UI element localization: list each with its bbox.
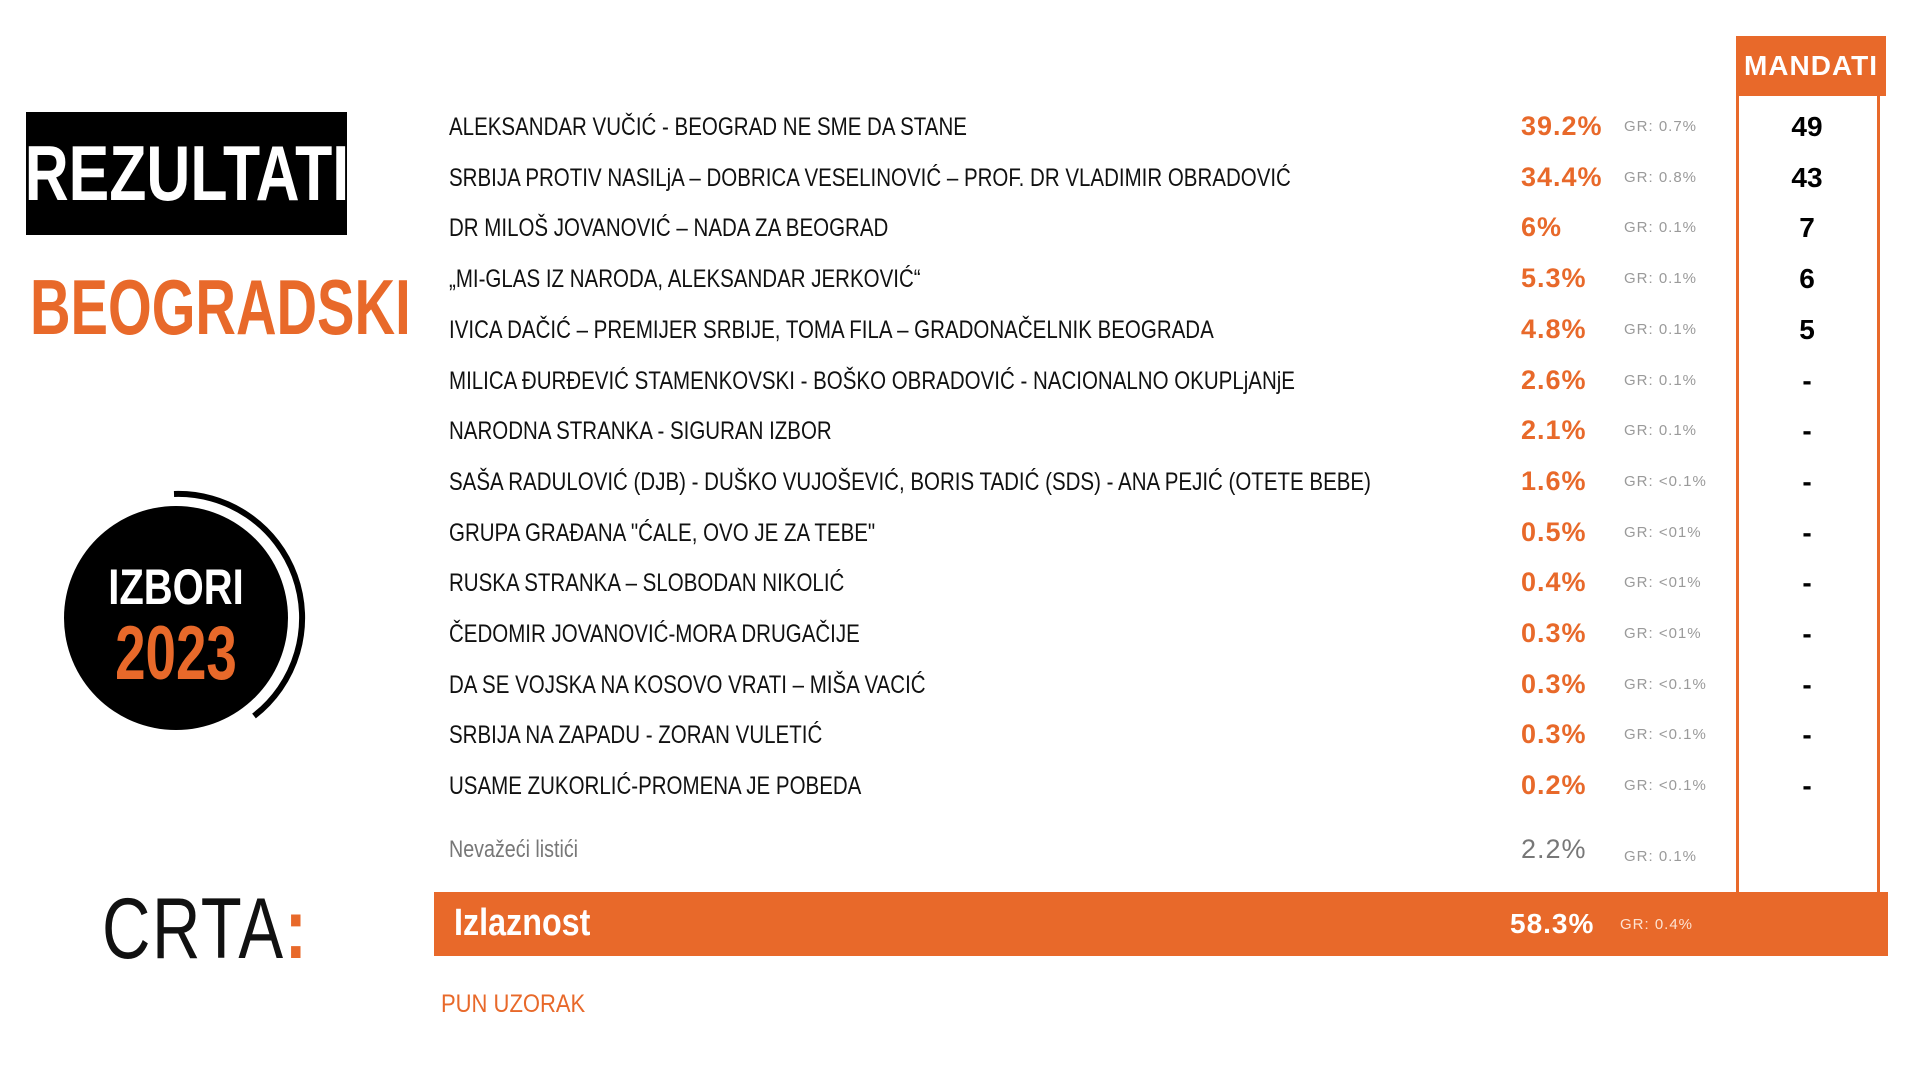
margin-of-error: GR: <0.1% <box>1624 472 1707 490</box>
margin-of-error: GR: <0.1% <box>1624 777 1707 795</box>
vote-pct: 2.1% <box>1521 415 1587 446</box>
vote-pct: 2.6% <box>1521 364 1587 395</box>
vote-pct: 0.2% <box>1521 770 1587 801</box>
badge-line1: IZBORI <box>108 559 244 615</box>
seats: - <box>1802 415 1812 447</box>
turnout-pct: 58.3% <box>1510 908 1595 939</box>
party-name: SRBIJA PROTIV NASILjA – DOBRICA VESELINOVIĆ – PROF. DR VLADIMIR OBRADOVIĆ <box>449 163 1291 192</box>
party-name: „MI-GLAS IZ NARODA, ALEKSANDAR JERKOVIĆ“ <box>449 265 921 294</box>
vote-pct: 0.3% <box>1521 618 1587 648</box>
party-name: GRUPA GRAĐANA "ĆALE, OVO JE ZA TEBE" <box>449 518 876 547</box>
party-name: MILICA ĐURĐEVIĆ STAMENKOVSKI - BOŠKO OBRADOVIĆ - NACIONALNO OKUPLjANjE <box>449 366 1295 395</box>
seats: - <box>1802 668 1812 700</box>
seats: - <box>1802 770 1812 802</box>
party-name: RUSKA STRANKA – SLOBODAN NIKOLIĆ <box>449 569 845 598</box>
margin-of-error: GR: 0.1% <box>1624 422 1698 440</box>
invalid-label: Nevažeći listići <box>449 836 579 863</box>
city-title: BEOGRADSKI <box>30 263 411 351</box>
margin-of-error: GR: <01% <box>1624 625 1702 642</box>
vote-pct: 5.3% <box>1521 263 1587 294</box>
party-name: SAŠA RADULOVIĆ (DJB) - DUŠKO VUJOŠEVIĆ, BORIS TADIĆ (SDS) - ANA PEJIĆ (OTETE BEBE) <box>449 467 1371 496</box>
vote-pct: 0.3% <box>1521 668 1587 699</box>
vote-pct: 0.3% <box>1521 719 1587 750</box>
margin-of-error: GR: <01% <box>1624 523 1702 541</box>
party-name: DR MILOŠ JOVANOVIĆ – NADA ZA BEOGRAD <box>449 214 889 243</box>
result-row <box>449 711 1889 761</box>
seats: - <box>1802 516 1812 548</box>
mandati-header: MANDATI <box>1736 36 1886 96</box>
margin-of-error: GR: 0.7% <box>1624 118 1698 135</box>
result-row <box>449 103 1889 153</box>
party-name: ČEDOMIR JOVANOVIĆ-MORA DRUGAČIJE <box>449 620 860 648</box>
seats: 7 <box>1799 212 1815 244</box>
party-name: NARODNA STRANKA - SIGURAN IZBOR <box>449 417 832 446</box>
margin-of-error: GR: 0.1% <box>1624 270 1698 288</box>
result-row <box>449 559 1889 609</box>
badge-year: 2023 <box>115 611 237 696</box>
party-name: USAME ZUKORLIĆ-PROMENA JE POBEDA <box>449 772 862 801</box>
seats: 49 <box>1791 111 1823 142</box>
result-row <box>449 255 1889 305</box>
invalid-gr: GR: 0.1% <box>1624 848 1698 865</box>
seats: - <box>1802 618 1812 649</box>
seats: - <box>1802 719 1812 751</box>
crta-logo: CRTA: <box>102 881 309 977</box>
party-name: SRBIJA NA ZAPADU - ZORAN VULETIĆ <box>449 721 823 750</box>
result-row <box>449 306 1889 356</box>
vote-pct: 39.2% <box>1521 111 1603 141</box>
seats: - <box>1802 364 1812 396</box>
turnout-gr: GR: 0.4% <box>1620 916 1694 933</box>
party-name: IVICA DAČIĆ – PREMIJER SRBIJE, TOMA FILA – GRADONAČELNIK BEOGRADA <box>449 315 1214 344</box>
turnout-bar <box>434 892 1888 956</box>
vote-pct: 4.8% <box>1521 313 1587 344</box>
vote-pct: 34.4% <box>1521 161 1603 192</box>
margin-of-error: GR: <0.1% <box>1624 675 1707 693</box>
seats: - <box>1802 567 1812 599</box>
party-name: DA SE VOJSKA NA KOSOVO VRATI – MIŠA VACIĆ <box>449 670 926 699</box>
margin-of-error: GR: 0.1% <box>1624 219 1698 237</box>
seats: - <box>1802 465 1812 497</box>
invalid-pct: 2.2% <box>1521 834 1587 864</box>
title-box <box>26 112 347 235</box>
result-row <box>449 357 1889 407</box>
vote-pct: 0.4% <box>1521 567 1587 598</box>
sample-label: PUN UZORAK <box>441 990 586 1018</box>
margin-of-error: GR: 0.1% <box>1624 320 1698 338</box>
invalid-ballots-row <box>449 826 1889 876</box>
result-row <box>449 509 1889 559</box>
result-row <box>449 661 1889 711</box>
margin-of-error: GR: 0.8% <box>1624 168 1698 186</box>
result-row <box>449 610 1889 660</box>
result-row <box>449 204 1889 254</box>
margin-of-error: GR: 0.1% <box>1624 371 1698 389</box>
result-row <box>449 458 1889 508</box>
result-row <box>449 154 1889 204</box>
result-row <box>449 407 1889 457</box>
margin-of-error: GR: <0.1% <box>1624 726 1707 744</box>
page-title: REZULTATI <box>24 129 349 217</box>
vote-pct: 6% <box>1521 212 1563 243</box>
party-name: ALEKSANDAR VUČIĆ - BEOGRAD NE SME DA STANE <box>449 113 967 141</box>
seats: 43 <box>1791 161 1823 193</box>
vote-pct: 1.6% <box>1521 465 1587 496</box>
result-row <box>449 762 1889 812</box>
vote-pct: 0.5% <box>1521 516 1587 547</box>
margin-of-error: GR: <01% <box>1624 574 1702 592</box>
seats: 5 <box>1799 313 1815 345</box>
turnout-label: Izlaznost <box>454 902 591 944</box>
seats: 6 <box>1799 263 1815 295</box>
